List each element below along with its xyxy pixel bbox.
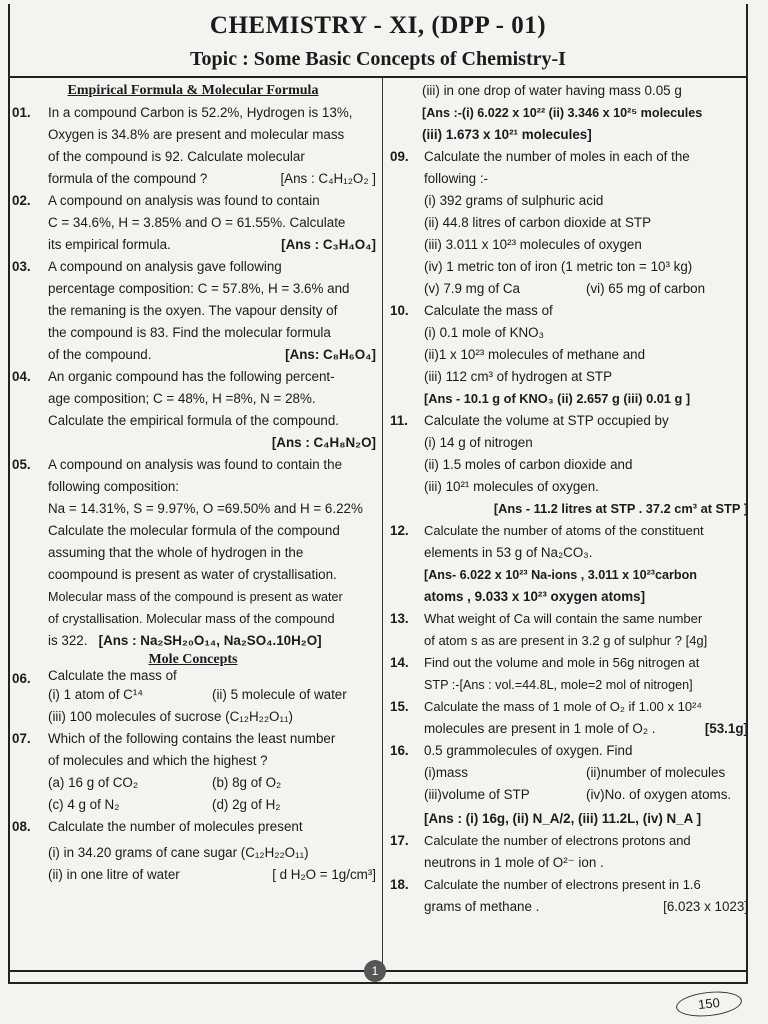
column-divider [382,78,383,968]
question-text: of molecules and which the highest ? [48,753,268,768]
question-05 [10,454,376,652]
question-11 [388,410,748,520]
question-text: Oxygen is 34.8% are present and molecular mass [48,127,345,142]
answer-text: [53.1g] [704,721,748,736]
question-text: of atom s as are present in 3.2 g of sulphur ? [4g] [424,633,708,648]
question-text: Calculate the mass of [48,668,177,683]
question-text: its empirical formula. [48,237,171,252]
question-number: 04. [12,369,31,384]
question-08 [10,816,376,886]
option-text: (iii) 100 molecules of sucrose (C₁₂H₂₂O₁₁) [48,709,293,724]
answer-text: [Ans : C₄H₈N₂O] [271,435,376,450]
option-text: (ii)number of molecules [586,765,726,780]
question-text: Calculate the number of moles in each of the [424,149,690,164]
option-text: (i) 0.1 mole of KNO₃ [424,325,545,340]
question-17 [388,830,748,874]
option-text: (iii) 112 cm³ of hydrogen at STP [424,369,613,384]
answer-text: (iii) 1.673 x 10²¹ molecules] [422,127,592,142]
question-text: Molecular mass of the compound is present as water [48,590,343,604]
right-column [388,80,748,918]
question-text: coompound is present as water of crystallisation. [48,567,337,582]
worksheet-page [8,4,748,984]
question-number: 14. [390,655,409,670]
answer-text: [Ans :-(i) 6.022 x 10²² (ii) 3.346 x 10²⁵ molecules [422,106,703,120]
question-text: What weight of Ca will contain the same number [424,611,703,626]
option-text: (iv) 1 metric ton of iron (1 metric ton = 10³ kg) [424,259,693,274]
question-text: Calculate the volume at STP occupied by [424,413,669,428]
option-note: [ d H₂O = 1g/cm³] [272,867,376,882]
question-text: Calculate the number of molecules present [48,819,303,834]
question-number: 18. [390,877,409,892]
question-text: of crystallisation. Molecular mass of the compound [48,611,335,626]
question-text: elements in 53 g of Na₂CO₃. [424,545,593,560]
header-divider [10,76,746,78]
question-number: 03. [12,259,31,274]
question-text: assuming that the whole of hydrogen in the [48,545,304,560]
option-text: (v) 7.9 mg of Ca [424,281,520,296]
question-text: STP :-[Ans : vol.=44.8L, mole=2 mol of nitrogen] [424,678,693,692]
question-number: 10. [390,303,409,318]
answer-text: [Ans : C₄H₁₂O₂ ] [280,171,376,186]
question-number: 11. [390,413,408,428]
answer-text: [6.023 x 1023] [663,899,748,914]
option-text: (i) 14 g of nitrogen [424,435,533,450]
question-06 [10,668,376,728]
question-10 [388,300,748,410]
option-text: (ii) 5 molecule of water [212,687,347,702]
question-text: An organic compound has the following percent- [48,369,335,384]
question-16 [388,740,748,830]
answer-text: [Ans - 10.1 g of KNO₃ (ii) 2.657 g (iii) 0.01 g ] [424,391,691,406]
option-text: (i) 1 atom of C¹⁴ [48,687,144,702]
question-text: following composition: [48,479,179,494]
question-14 [388,652,748,696]
question-text: formula of the compound ? [48,171,208,186]
question-text: following :- [424,171,489,186]
question-12 [388,520,748,608]
question-text: Calculate the number of electrons protons and [424,833,691,848]
option-text: (ii) in one litre of water [48,867,180,882]
question-09 [388,146,748,300]
option-text: (i)mass [424,765,468,780]
question-text: percentage composition: C = 57.8%, H = 3.6% and [48,281,350,296]
question-text: Calculate the mass of [424,303,553,318]
option-text: (vi) 65 mg of carbon [586,281,706,296]
question-number: 12. [390,523,409,538]
question-text: Calculate the molecular formula of the compound [48,523,340,538]
question-text: A compound on analysis gave following [48,259,282,274]
question-text: C = 34.6%, H = 3.85% and O = 61.55%. Calculate [48,215,346,230]
option-text: (iii)volume of STP [424,787,530,802]
section-heading-mole: Mole Concepts [148,652,238,667]
question-number: 05. [12,457,31,472]
question-text: Which of the following contains the least number [48,731,336,746]
question-15 [388,696,748,740]
question-text: is 322. [48,633,88,648]
option-text: (iii) in one drop of water having mass 0.05 g [422,83,682,98]
question-text: Find out the volume and mole in 56g nitrogen at [424,655,700,670]
question-text: Calculate the mass of 1 mole of O₂ if 1.00 x 10²⁴ [424,699,702,714]
option-text: (ii)1 x 10²³ molecules of methane and [424,347,646,362]
question-18 [388,874,748,918]
option-text: (c) 4 g of N₂ [48,797,120,812]
option-text: (iv)No. of oxygen atoms. [586,787,732,802]
question-text: of the compound. [48,347,152,362]
answer-text: [Ans : C₃H₄O₄] [281,237,376,252]
question-02 [10,190,376,256]
section-heading-empirical: Empirical Formula & Molecular Formula [67,83,319,98]
question-number: 08. [12,819,31,834]
answer-text: [Ans- 6.022 x 10²³ Na-ions , 3.011 x 10²³carbon [424,568,697,582]
question-number: 06. [12,671,31,686]
answer-text: [Ans - 11.2 litres at STP . 37.2 cm³ at STP ] [493,501,748,516]
option-text: (ii) 44.8 litres of carbon dioxide at STP [424,215,652,230]
question-13 [388,608,748,652]
option-text: (iii) 10²¹ molecules of oxygen. [424,479,599,494]
option-text: (iii) 3.011 x 10²³ molecules of oxygen [424,237,642,252]
question-number: 15. [390,699,409,714]
question-text: A compound on analysis was found to contain the [48,457,343,472]
question-03 [10,256,376,366]
answer-text: [Ans: C₈H₆O₄] [285,347,376,362]
question-text: Calculate the number of atoms of the constituent [424,523,704,538]
question-04 [10,366,376,454]
question-text: Na = 14.31%, S = 9.97%, O =69.50% and H = 6.22% [48,501,363,516]
question-number: 02. [12,193,31,208]
question-number: 16. [390,743,409,758]
option-text: (ii) 1.5 moles of carbon dioxide and [424,457,633,472]
question-text: 0.5 grammolecules of oxygen. Find [424,743,633,758]
question-text: Calculate the empirical formula of the compound. [48,413,340,428]
question-07 [10,728,376,816]
answer-text: [Ans : Na₂SH₂₀O₁₄, Na₂SO₄.10H₂O] [98,633,322,648]
question-text: Calculate the number of electrons present in 1.6 [424,877,701,892]
question-number: 01. [12,105,31,120]
question-number: 07. [12,731,31,746]
option-text: (a) 16 g of CO₂ [48,775,139,790]
handwritten-mark: 150 [675,989,743,1020]
question-text: the compound is 83. Find the molecular formula [48,325,331,340]
left-column [10,80,376,886]
question-text: age composition; C = 48%, H =8%, N = 28%. [48,391,316,406]
option-text: (i) in 34.20 grams of cane sugar (C₁₂H₂₂O₁₁) [48,845,309,860]
question-number: 17. [390,833,409,848]
question-text: of the compound is 92. Calculate molecular [48,149,305,164]
question-text: the remaning is the oxyen. The vapour density of [48,303,338,318]
question-01 [10,102,376,190]
answer-text: [Ans : (i) 16g, (ii) N_A/2, (iii) 11.2L, (iv) N_A ] [424,811,702,826]
option-text: (b) 8g of O₂ [212,775,282,790]
question-text: A compound on analysis was found to contain [48,193,320,208]
page-number-badge: 1 [364,960,386,982]
page-title: CHEMISTRY - XI, (DPP - 01) [209,12,547,39]
question-08-continued [388,80,748,146]
topic-heading: Topic : Some Basic Concepts of Chemistry-I [190,48,566,70]
question-text: grams of methane . [424,899,540,914]
answer-text: atoms , 9.033 x 10²³ oxygen atoms] [424,589,646,604]
question-text: neutrons in 1 mole of O²⁻ ion . [424,855,604,870]
question-text: molecules are present in 1 mole of O₂ . [424,721,656,736]
question-number: 13. [390,611,409,626]
question-number: 09. [390,149,409,164]
question-text: In a compound Carbon is 52.2%, Hydrogen is 13%, [48,105,353,120]
option-text: (d) 2g of H₂ [212,797,281,812]
option-text: (i) 392 grams of sulphuric acid [424,193,604,208]
